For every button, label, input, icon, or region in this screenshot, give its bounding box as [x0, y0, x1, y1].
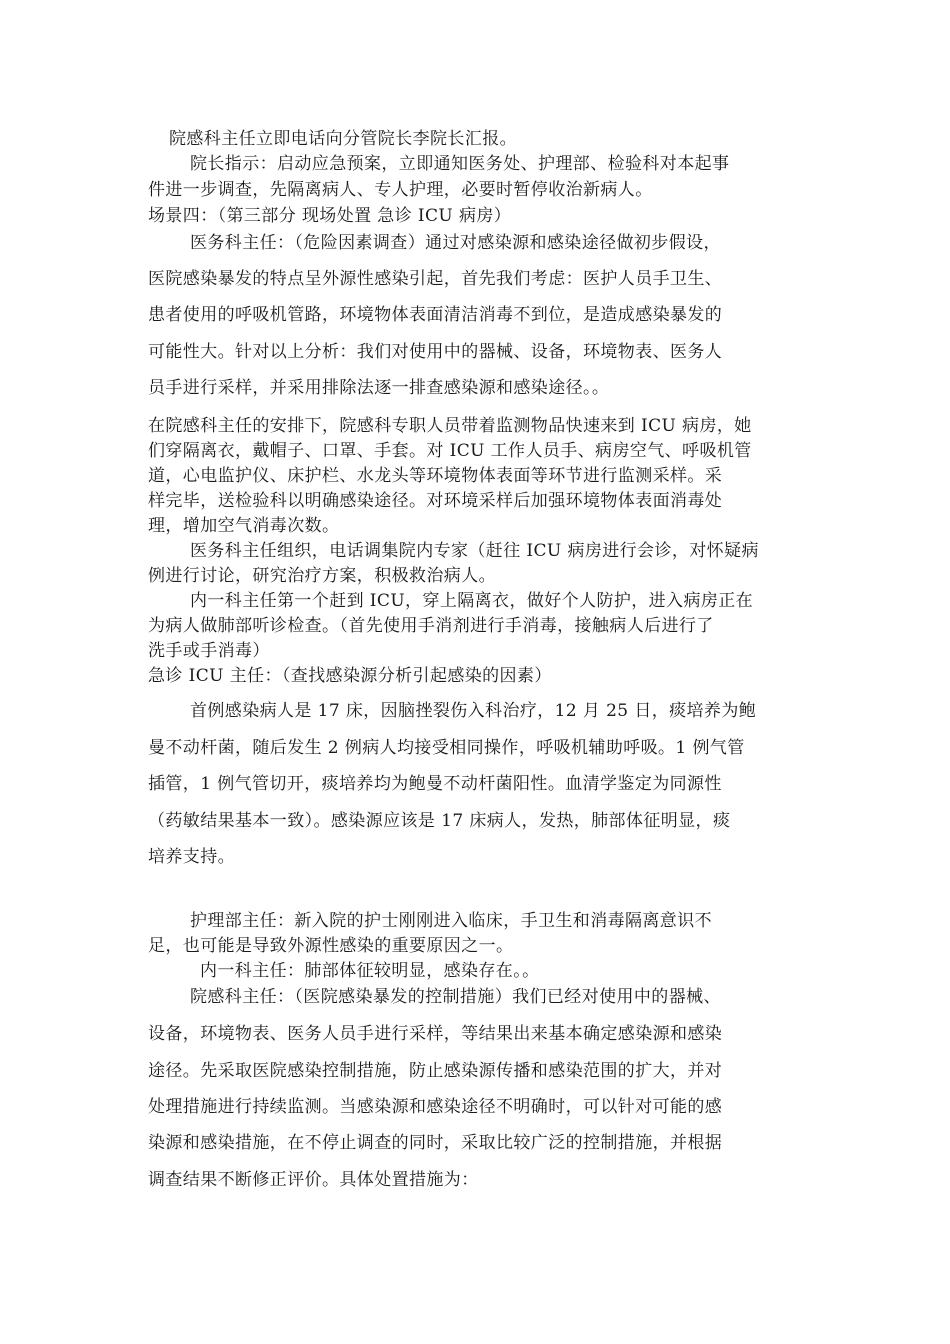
text-line: （药敏结果基本一致）。感染源应该是 17 床病人，发热，肺部体征明显，痰: [148, 811, 731, 831]
text-line: 首例感染病人是 17 床，因脑挫裂伤入科治疗，12 月 25 日，痰培养为鲍: [190, 701, 757, 721]
text-line: 例进行讨论，研究治疗方案，积极救治病人。: [148, 566, 496, 586]
text-line: 医务科主任组织，电话调集院内专家（赶往 ICU 病房进行会诊，对怀疑病: [190, 541, 759, 561]
text-line: 院长指示：启动应急预案，立即通知医务处、护理部、检验科对本起事: [190, 154, 730, 174]
text-line: 在院感科主任的安排下，院感科专职人员带着监测物品快速来到 ICU 病房，她: [148, 416, 752, 436]
text-line: 们穿隔离衣，戴帽子、口罩、手套。对 ICU 工作人员手、病房空气、呼吸机管: [148, 441, 752, 461]
text-line: 染源和感染措施，在不停止调查的同时，采取比较广泛的控制措施，并根据: [148, 1133, 723, 1153]
text-line: 洗手或手消毒）: [148, 641, 270, 661]
text-line: 内一科主任：肺部体征较明显，感染存在。。: [200, 961, 540, 981]
text-line: 护理部主任：新入院的护士刚刚进入临床，手卫生和消毒隔离意识不: [190, 911, 712, 931]
text-line: 院感科主任：（医院感染暴发的控制措施）我们已经对使用中的器械、: [190, 987, 721, 1007]
section-heading: 场景四：（第三部分 现场处置 急诊 ICU 病房）: [148, 206, 512, 226]
text-line: 院感科主任立即电话向分管院长李院长汇报。: [169, 129, 517, 149]
speaker-heading: 急诊 ICU 主任：（查找感染源分析引起感染的因素）: [148, 666, 552, 686]
text-line: 足，也可能是导致外源性感染的重要原因之一。: [148, 936, 514, 956]
text-line: 内一科主任第一个赶到 ICU，穿上隔离衣，做好个人防护，进入病房正在: [190, 591, 754, 611]
text-line: 插管，1 例气管切开，痰培养均为鲍曼不动杆菌阳性。血清学鉴定为同源性: [148, 774, 722, 794]
text-line: 医务科主任：（危险因素调查）通过对感染源和感染途径做初步假设，: [190, 233, 721, 253]
text-line: 理，增加空气消毒次数。: [148, 516, 340, 536]
text-line: 为病人做肺部听诊检查。（首先使用手消剂进行手消毒，接触病人后进行了: [148, 616, 714, 636]
text-line: 培养支持。: [148, 847, 235, 867]
text-line: 可能性大。针对以上分析：我们对使用中的器械、设备，环境物表、医务人: [148, 342, 723, 362]
text-line: 途径。先采取医院感染控制措施，防止感染源传播和感染范围的扩大，并对: [148, 1061, 723, 1081]
text-line: 曼不动杆菌，随后发生 2 例病人均接受相同操作，呼吸机辅助呼吸。1 例气管: [148, 738, 745, 758]
text-line: 道，心电监护仪、床护栏、水龙头等环境物体表面等环节进行监测采样。采: [148, 466, 723, 486]
text-line: 调查结果不断修正评价。具体处置措施为：: [148, 1170, 479, 1190]
text-line: 设备，环境物表、医务人员手进行采样，等结果出来基本确定感染源和感染: [148, 1024, 723, 1044]
text-line: 员手进行采样，并采用排除法逐一排查感染源和感染途径。。: [148, 378, 610, 398]
text-line: 样完毕，送检验科以明确感染途径。对环境采样后加强环境物体表面消毒处: [148, 491, 723, 511]
text-line: 处理措施进行持续监测。当感染源和感染途径不明确时，可以针对可能的感: [148, 1097, 723, 1117]
text-line: 患者使用的呼吸机管路，环境物体表面清洁消毒不到位，是造成感染暴发的: [148, 305, 723, 325]
text-line: 医院感染暴发的特点呈外源性感染引起，首先我们考虑：医护人员手卫生、: [148, 269, 723, 289]
text-line: 件进一步调查，先隔离病人、专人护理，必要时暂停收治新病人。: [148, 180, 653, 200]
